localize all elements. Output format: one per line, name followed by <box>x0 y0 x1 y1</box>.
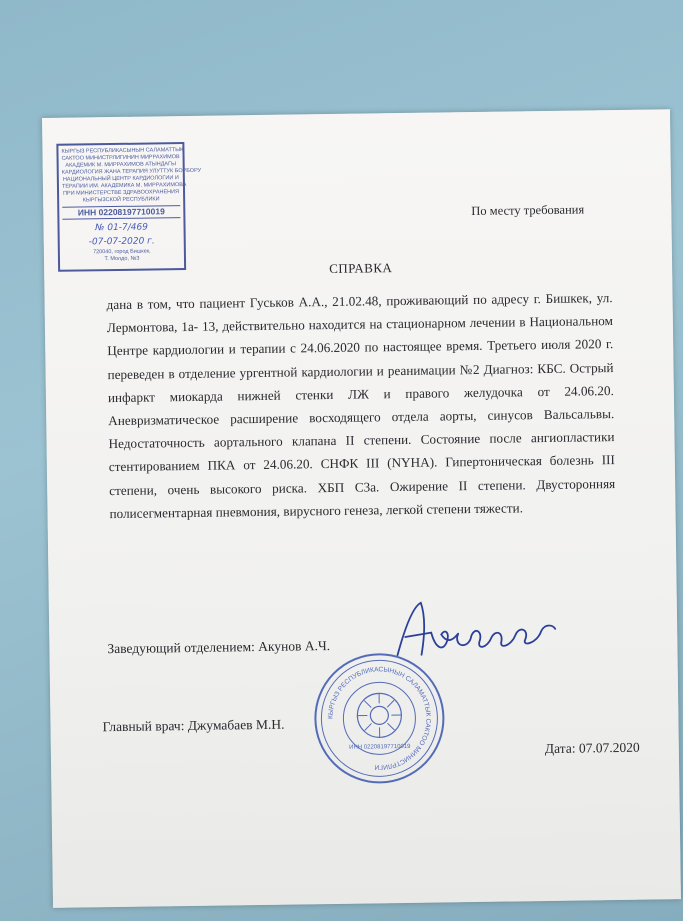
document-body: дана в том, что пациент Гуськов А.А., 21.02.48, проживающий по адресу г. Бишкек, ул. Лермонтова, 1а- 13, действительно находится на стационарном лечении в Национальном Центре кардиологии и терапии с 24.06.2020 по настоящее время. Третьего июля 2020 г. переведен в отделение ургентной кардиологии и реанимации №2 Диагноз: КБС. Острый инфаркт миокарда нижней стенки ЛЖ и правого желудочка от 24.06.20. Аневризматическое расширение восходящего отдела аорты, синусов Вальсальвы. Недостаточность аортального клапана II степени. Состояние после ангиопластики стентированием ПКА от 24.06.20. СНФК III (NYHA). Гипертоническая болезнь III степени, очень высокого риска. ХБП С3а. Ожирение II степени. Двусторонняя полисегментарная пневмония, вирусного генеза, легкой степени тяжести. <box>106 290 616 521</box>
chief-physician-line: Главный врач: Джумабаев М.Н. <box>102 716 285 735</box>
stamp-line: КЫРГЫЗ РЕСПУБЛИКАСЫНЫН САЛАМАТТЫК <box>61 147 184 155</box>
stamp-date: -07-07-2020 г. <box>88 236 155 248</box>
svg-text:КЫРГЫЗ РЕСПУБЛИКАСЫНЫН САЛАМАТ <box>327 666 433 772</box>
stamp-inn: ИНН 02208197710019 <box>62 205 180 220</box>
stamp-line: САКТОО МИНИСТРЛИГИНИН МИРРАХИМОВ <box>61 154 180 162</box>
document-date: Дата: 07.07.2020 <box>544 739 640 757</box>
stamp-line: АКАДЕМИК М. МИРРАХИМОВ АТЫНДАГЫ <box>65 161 176 169</box>
round-stamp-inn: ИНН 02208197710019 <box>349 743 411 751</box>
stamp-line: ПРИ МИНИСТЕРСТВЕ ЗДРАВООХРАНЕНИЯ <box>63 189 180 197</box>
head-of-department-line: Заведующий отделением: Акунов А.Ч. <box>107 638 331 657</box>
document-title: СПРАВКА <box>329 260 393 277</box>
round-stamp-text: КЫРГЫЗ РЕСПУБЛИКАСЫНЫН САЛАМАТТЫК САКТОО МИНИСТРЛИГИ <box>327 666 432 771</box>
stamp-number: № 01-7/469 <box>95 222 149 234</box>
stamp-line: КЫРГЫЗСКОЙ РЕСПУБЛИКИ <box>82 196 160 204</box>
stamp-line: ТЕРАПИИ ИМ. АКАДЕМИКА М. МИРРАХИМОВА <box>61 181 187 190</box>
destination-note: По месту требования <box>471 202 585 219</box>
rectangular-stamp <box>56 142 202 272</box>
stamp-address: Т. Молдо, №3 <box>104 255 140 263</box>
stamp-address: 720040, город Бишкек, <box>93 248 151 256</box>
round-seal-icon <box>311 650 447 786</box>
document-page <box>42 109 681 908</box>
stamp-line: НАЦИОНАЛЬНЫЙ ЦЕНТР КАРДИОЛОГИИ И <box>62 175 179 183</box>
stamp-line: КАРДИОЛОГИЯ ЖАНА ТЕРАПИЯ УЛУТТУК БОРБОРУ <box>61 167 202 176</box>
